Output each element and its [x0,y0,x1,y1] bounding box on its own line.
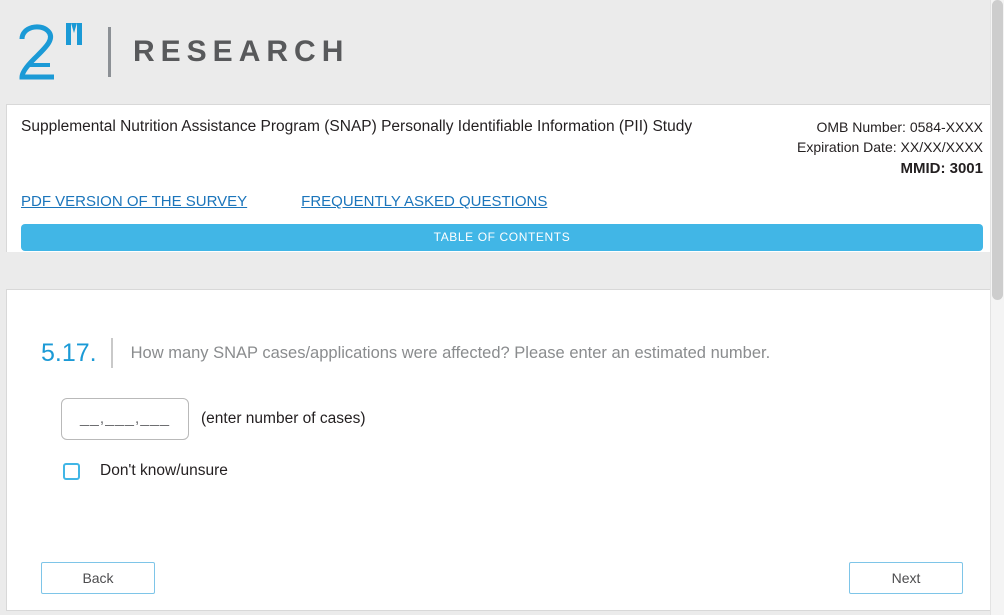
link-faq[interactable]: FREQUENTLY ASKED QUESTIONS [301,193,548,211]
question-text: How many SNAP cases/applications were affected? Please enter an estimated number. [130,343,771,362]
next-button[interactable]: Next [849,562,963,594]
back-button[interactable]: Back [41,562,155,594]
question-number: 5.17. [41,338,97,367]
omb-expiration: Expiration Date: XX/XX/XXXX [797,139,983,156]
omb-number: OMB Number: 0584-XXXX [816,119,983,135]
navigation-row [7,562,997,594]
mmid: MMID: 3001 [900,159,983,177]
omb-info [797,117,983,179]
brand-header [0,0,1004,104]
dont-know-label: Don't know/unsure [100,462,228,479]
survey-header-card [6,104,998,252]
page-scrollbar[interactable] [990,0,1004,615]
dont-know-checkbox[interactable] [63,463,80,480]
answer-row [7,368,997,440]
logo-2m-icon [14,19,92,85]
brand-wordmark: RESEARCH [133,35,350,68]
header-top-row [21,117,983,179]
page-title: Supplemental Nutrition Assistance Program (SNAP) Personally Identifiable Information (PII) Study [21,118,693,135]
link-pdf-version[interactable]: PDF VERSION OF THE SURVEY [21,193,248,211]
table-of-contents-button[interactable]: TABLE OF CONTENTS [21,224,983,251]
header-links [21,193,983,210]
question-card [6,289,998,611]
logo-divider [108,27,111,77]
dont-know-row [7,440,997,480]
question-divider [111,338,113,368]
question-row [7,290,997,368]
case-count-input[interactable] [61,398,189,440]
case-count-hint: (enter number of cases) [201,410,366,427]
scrollbar-thumb[interactable] [992,0,1003,300]
